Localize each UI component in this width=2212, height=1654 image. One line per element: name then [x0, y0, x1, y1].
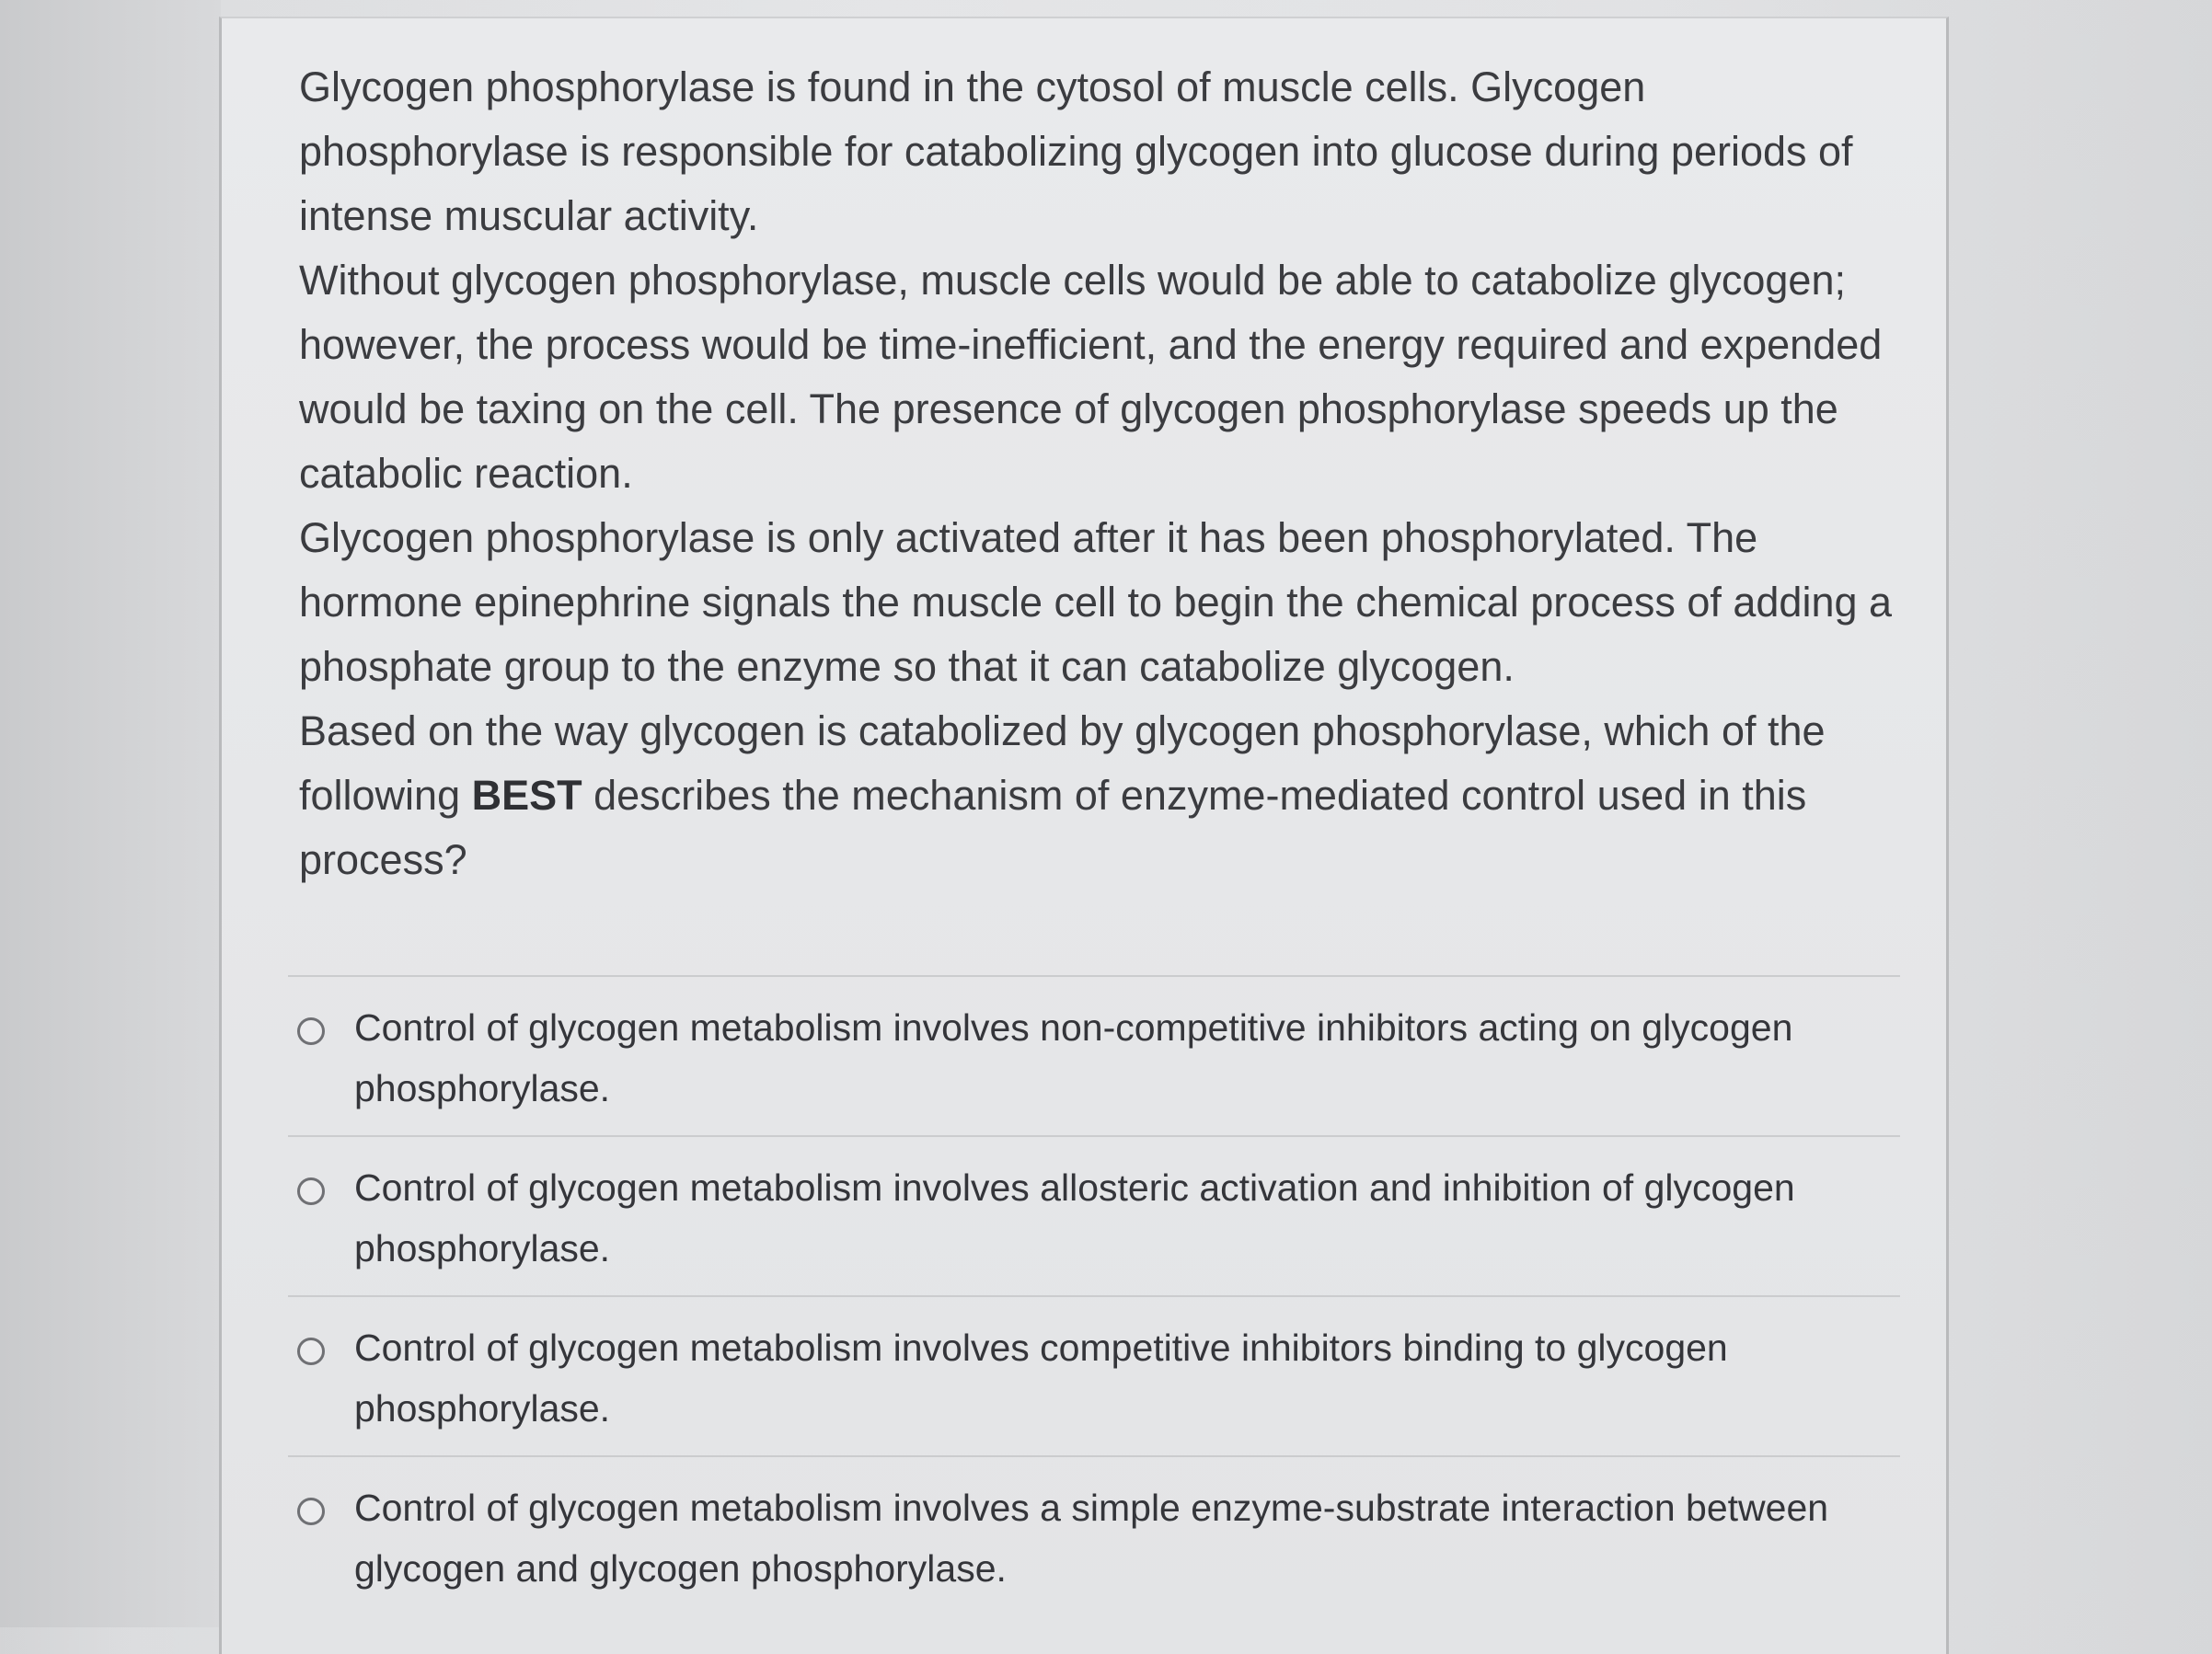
answer-option-label: Control of glycogen metabolism involves allosteric activation and inhibition of glycogen phosphorylase.	[354, 1166, 1795, 1269]
answer-options	[288, 975, 1900, 1615]
radio-button-icon[interactable]	[297, 1177, 325, 1205]
answer-option-1[interactable]	[288, 975, 1900, 1135]
question-paragraph-3: Glycogen phosphorylase is only activated after it has been phosphorylated. The hormone epinephrine signals the muscle cell to begin the chemical process of adding a phosphate group to the enzyme so that it can catabolize glycogen.	[299, 514, 1893, 690]
question-paragraph-2: Without glycogen phosphorylase, muscle cells would be able to catabolize glycogen; however, the process would be time-inefficient, and the energy required and expended would be taxing on the cell. The presence of glycogen phosphorylase speeds up the catabolic reaction.	[299, 257, 1883, 497]
answer-option-label: Control of glycogen metabolism involves non-competitive inhibitors acting on glycogen phosphorylase.	[354, 1006, 1793, 1109]
question-panel	[219, 17, 1949, 1654]
answer-option-3[interactable]	[288, 1295, 1900, 1455]
answer-option-label: Control of glycogen metabolism involves a simple enzyme-substrate interaction between glycogen and glycogen phosphorylase.	[354, 1487, 1829, 1590]
radio-button-icon[interactable]	[297, 1338, 325, 1365]
prompt-emphasis: BEST	[471, 772, 582, 819]
question-stem	[299, 55, 1900, 892]
answer-option-4[interactable]	[288, 1455, 1900, 1615]
radio-button-icon[interactable]	[297, 1498, 325, 1525]
answer-option-label: Control of glycogen metabolism involves competitive inhibitors binding to glycogen phosphorylase.	[354, 1327, 1728, 1430]
prompt-text-start: Based on the way glycogen is catabolized by glycogen phosphorylase, which of the following	[299, 707, 1826, 819]
background-left-region	[0, 0, 221, 1627]
prompt-text-end: describes the mechanism of enzyme-mediated control used in this process?	[299, 772, 1807, 883]
radio-button-icon[interactable]	[297, 1017, 325, 1045]
answer-option-2[interactable]	[288, 1135, 1900, 1295]
question-paragraph-1: Glycogen phosphorylase is found in the cytosol of muscle cells. Glycogen phosphorylase is responsible for catabolizing glycogen into glucose during periods of intense muscular activity.	[299, 63, 1853, 239]
question-prompt	[299, 699, 1900, 892]
